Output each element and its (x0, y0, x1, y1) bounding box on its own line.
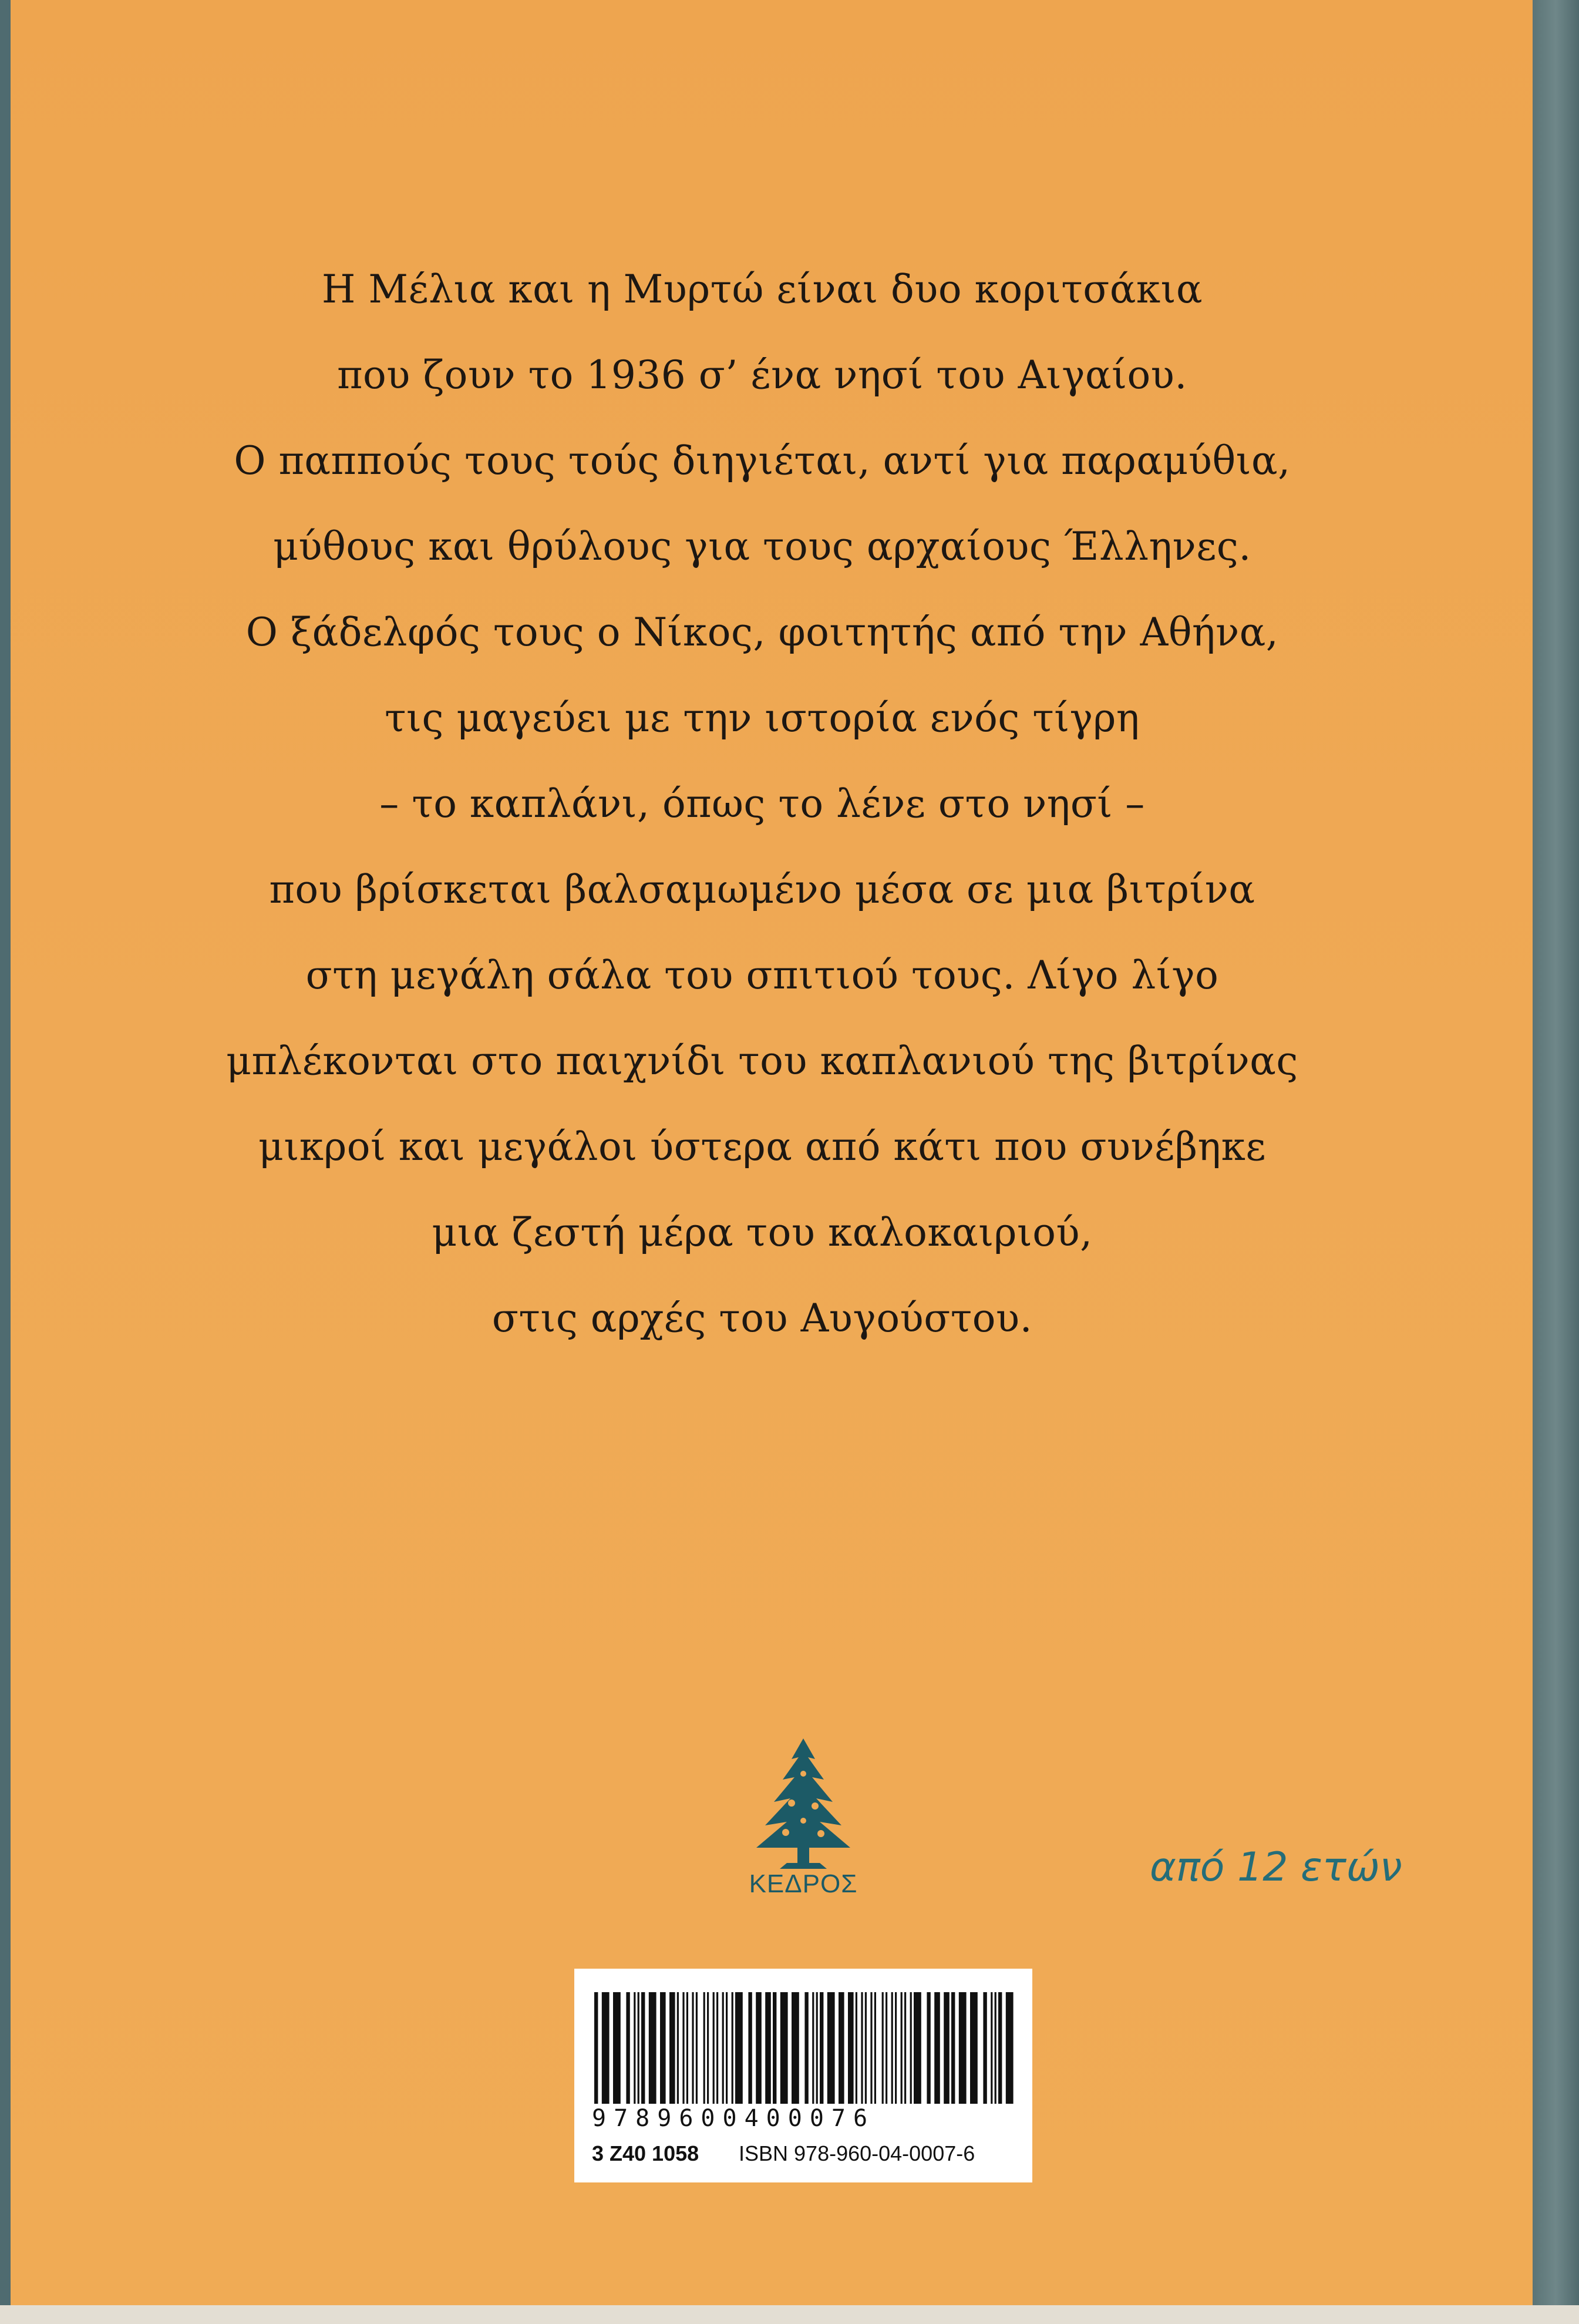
blurb-line: – το καπλάνι, όπως το λένε στο νησί – (379, 781, 1145, 826)
blurb-line: που ζουν το 1936 σ’ ένα νησί του Αιγαίου. (337, 352, 1187, 398)
isbn-number: ISBN 978-960-04-0007-6 (739, 2141, 975, 2165)
blurb-line: στη μεγάλη σάλα του σπιτιού τους. Λίγο λίγο (305, 953, 1219, 998)
blurb-line: μύθους και θρύλους για τους αρχαίους Έλληνες. (273, 524, 1251, 569)
publisher-name: ΚΕΔΡΟΣ (749, 1869, 858, 1898)
blurb-line: μια ζεστή μέρα του καλοκαιριού, (432, 1210, 1093, 1255)
blurb-text (175, 247, 1349, 1361)
barcode (592, 1992, 1018, 2104)
barcode-digits: 9789600400076 (592, 2105, 876, 2132)
blurb-line: Ο παππούς τους τούς διηγιέται, αντί για παραμύθια, (234, 438, 1291, 483)
blurb-line: μπλέκονται στο παιχνίδι του καπλανιού της βιτρίνας (226, 1038, 1298, 1084)
blurb-line: στις αρχές του Αυγούστου. (491, 1296, 1033, 1341)
blurb-line: τις μαγεύει με την ιστορία ενός τίγρη (385, 695, 1140, 741)
cover-page (11, 0, 1534, 2308)
blurb-line: που βρίσκεται βαλσαμωμένο μέσα σε μια βιτρίνα (269, 867, 1255, 912)
blurb-line: Η Μέλια και η Μυρτώ είναι δυο κοριτσάκια (321, 267, 1203, 312)
cover-edge (1533, 0, 1579, 2324)
blurb-line: μικροί και μεγάλοι ύστερα από κάτι που συνέβηκε (258, 1124, 1267, 1169)
bottom-edge (0, 2305, 1579, 2324)
product-code: 3 Z40 1058 (592, 2141, 699, 2165)
blurb-line: Ο ξάδελφός τους ο Νίκος, φοιτητής από την Αθήνα, (245, 610, 1279, 655)
age-label: από 12 ετών (1150, 1844, 1402, 1891)
barcode-label (574, 1969, 1032, 2182)
